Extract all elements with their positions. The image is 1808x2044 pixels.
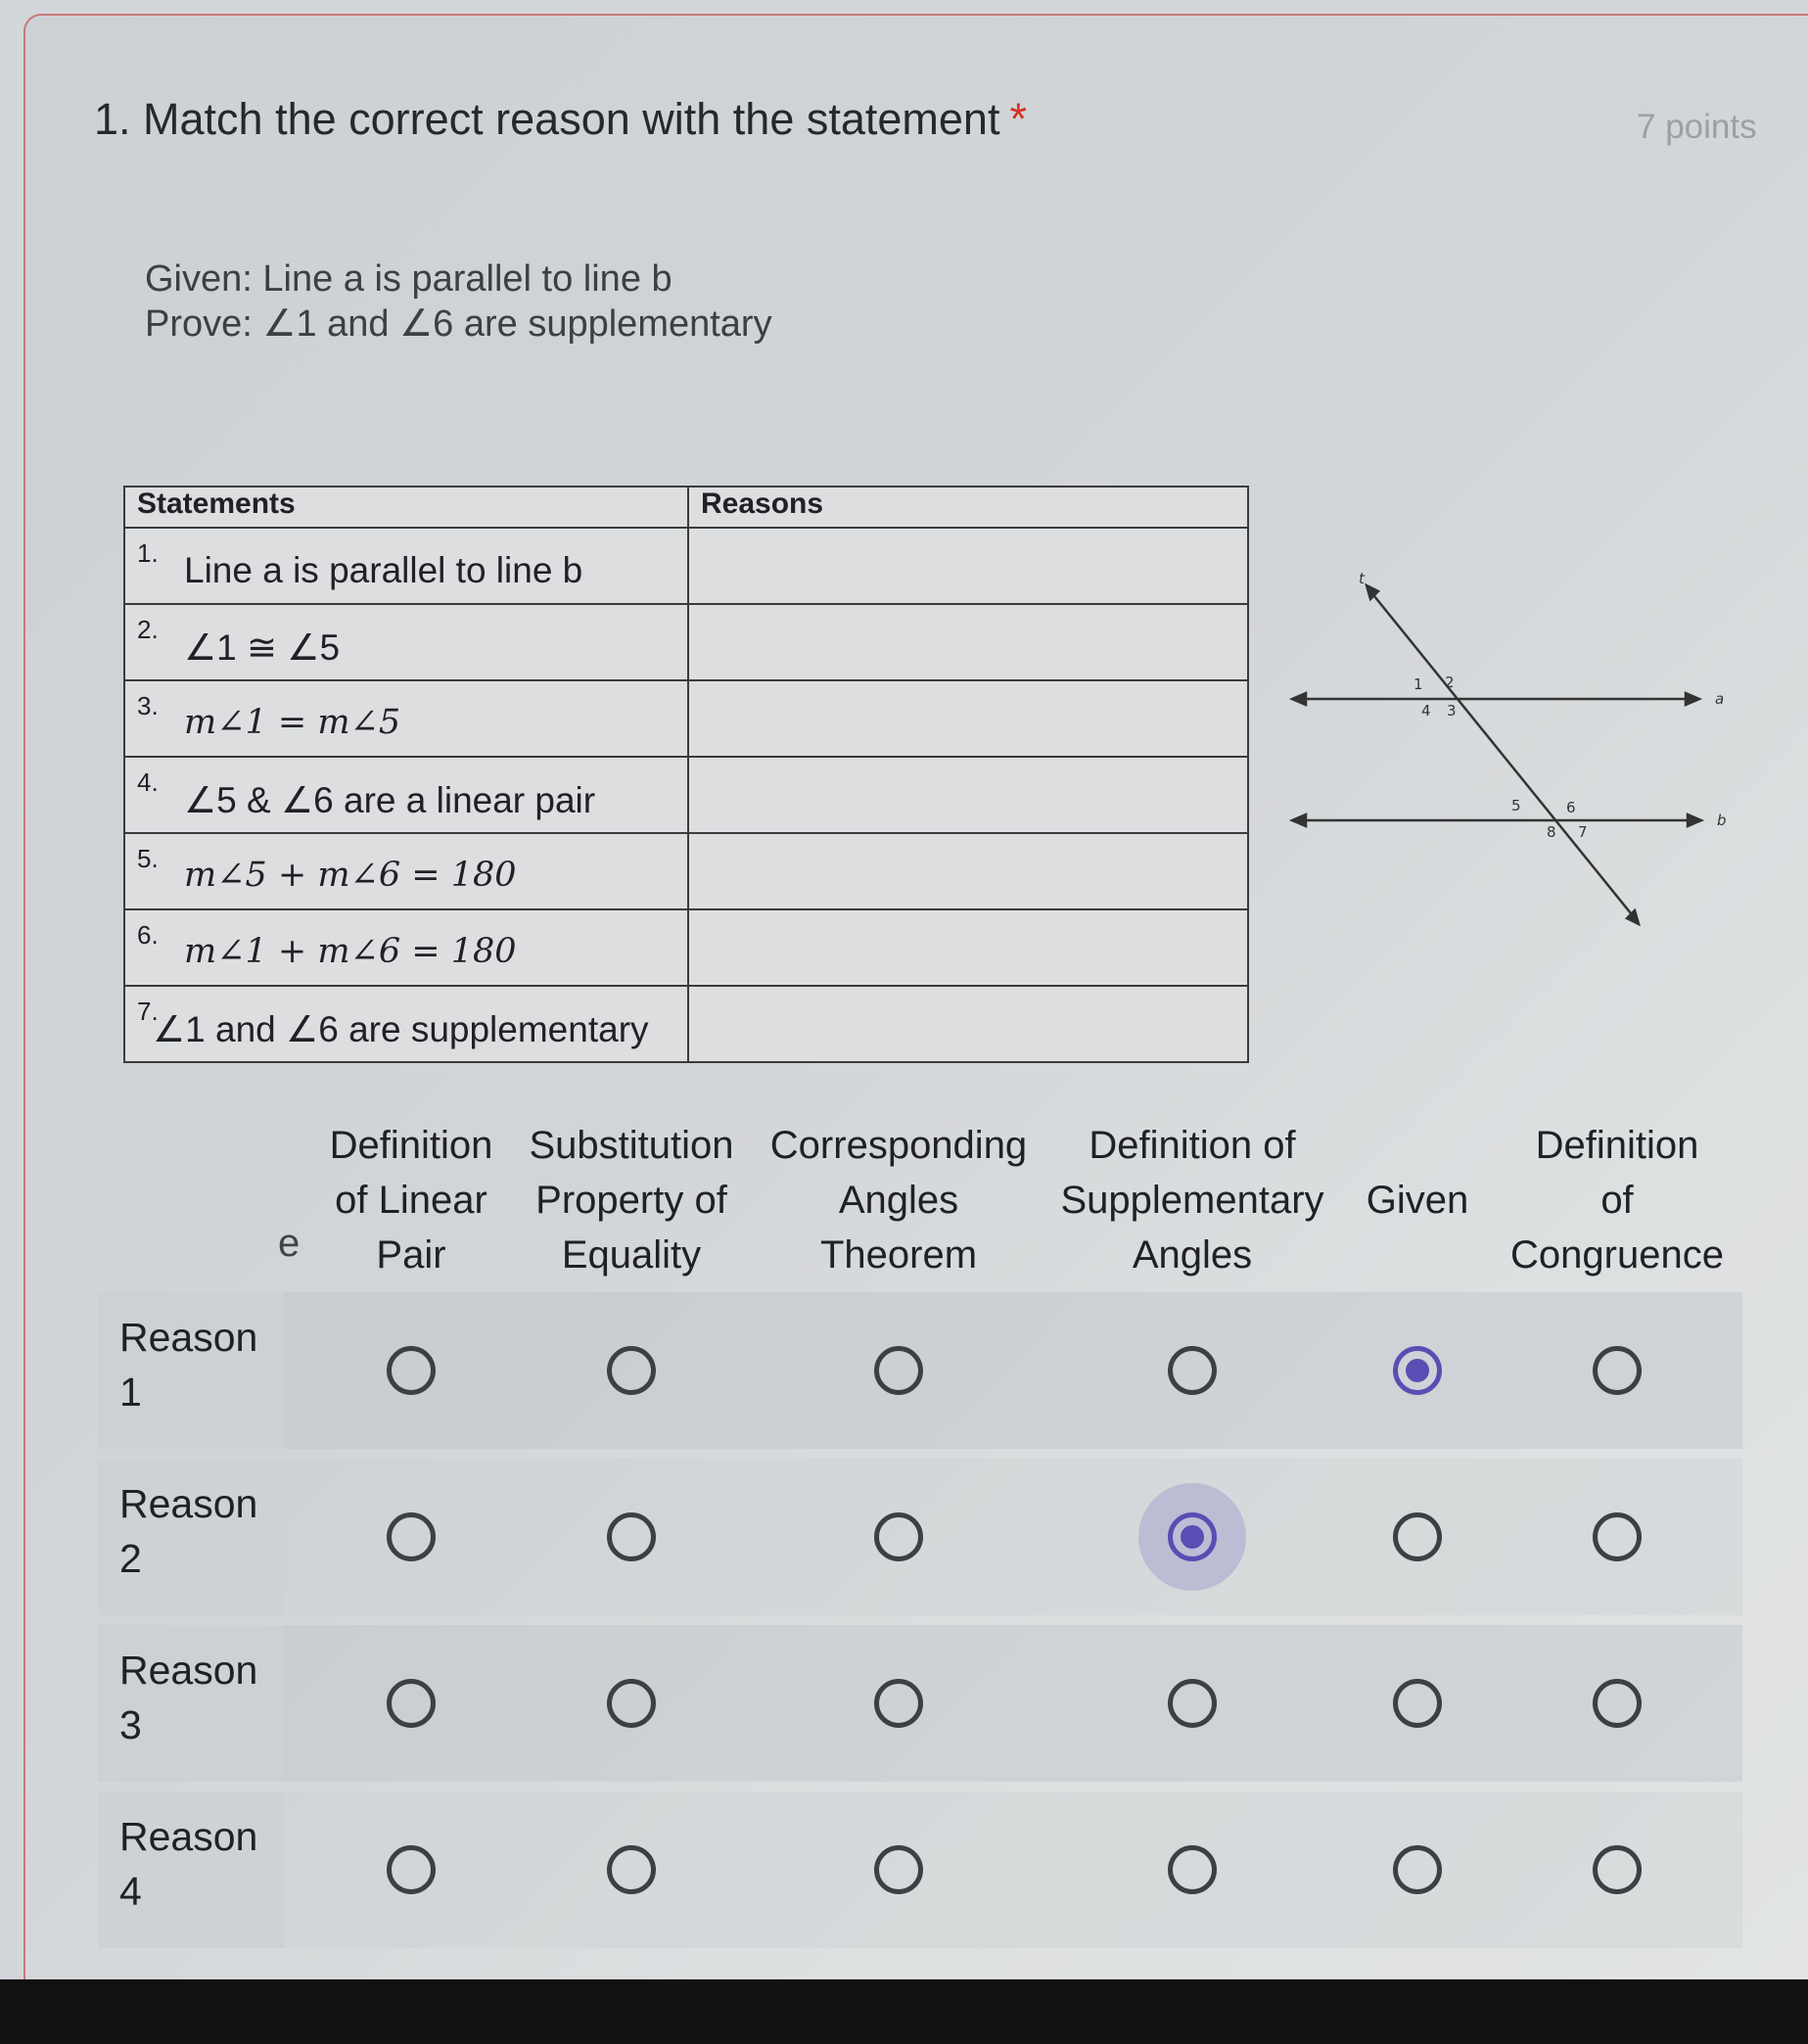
column-header-4 — [1339, 1173, 1496, 1228]
statement-cell — [124, 680, 688, 757]
column-header-line: Definition — [329, 1124, 493, 1167]
transversal-label: t — [1359, 570, 1365, 587]
row-label-word: Reason — [119, 1648, 258, 1693]
statement-cell — [124, 986, 688, 1062]
column-header-line: Substitution — [529, 1124, 734, 1167]
radio-reason-3-col-1[interactable] — [387, 1679, 436, 1728]
parallel-lines-diagram — [1280, 558, 1740, 950]
angle-label-1: 1 — [1414, 675, 1423, 693]
radio-reason-3-col-6[interactable] — [1593, 1679, 1642, 1728]
radio-reason-1-col-2[interactable] — [607, 1346, 656, 1395]
reason-row-1 — [98, 1292, 1742, 1449]
statement-cell — [124, 528, 688, 604]
angle-label-2: 2 — [1445, 674, 1455, 691]
statement-number: 4. — [137, 767, 159, 797]
radio-reason-1-col-5[interactable] — [1393, 1346, 1442, 1395]
statement-number: 1. — [137, 538, 159, 568]
row-label — [98, 1459, 284, 1615]
radio-reason-3-col-2[interactable] — [607, 1679, 656, 1728]
column-header-5 — [1490, 1118, 1744, 1282]
radio-reason-1-col-6[interactable] — [1593, 1346, 1642, 1395]
reason-row-2 — [98, 1459, 1742, 1615]
radio-reason-1-col-1[interactable] — [387, 1346, 436, 1395]
angle-label-5: 5 — [1511, 797, 1521, 814]
line-a-arrow-right — [1686, 693, 1699, 705]
proof-row — [124, 757, 1248, 833]
proof-row — [124, 986, 1248, 1062]
radio-reason-2-col-3[interactable] — [874, 1512, 923, 1561]
row-label — [98, 1625, 284, 1782]
statements-header: Statements — [124, 487, 688, 528]
row-label — [98, 1292, 284, 1449]
reason-cell — [688, 833, 1248, 909]
reason-cell — [688, 757, 1248, 833]
line-b-arrow-left — [1292, 814, 1306, 826]
radio-reason-3-col-5[interactable] — [1393, 1679, 1442, 1728]
column-header-line: Theorem — [819, 1233, 978, 1277]
statement-text: m∠1 = m∠5 — [184, 703, 401, 742]
angle-label-6: 6 — [1566, 799, 1576, 816]
radio-reason-4-col-6[interactable] — [1593, 1845, 1642, 1894]
given-line: Given: Line a is parallel to line b — [145, 258, 672, 300]
statement-number: 5. — [137, 844, 159, 873]
column-header-line: of Linear — [335, 1179, 487, 1222]
statement-text: ∠1 and ∠6 are supplementary — [153, 1009, 649, 1049]
radio-reason-2-col-2[interactable] — [607, 1512, 656, 1561]
statement-number: 7. — [137, 997, 159, 1026]
row-label-number: 3 — [119, 1702, 142, 1747]
angle-label-7: 7 — [1578, 823, 1588, 841]
statement-number: 3. — [137, 691, 159, 720]
radio-reason-2-col-4[interactable] — [1168, 1512, 1217, 1561]
reason-cell — [688, 528, 1248, 604]
reason-cell — [688, 680, 1248, 757]
row-label-word: Reason — [119, 1315, 258, 1360]
given-prove-text — [145, 256, 772, 347]
column-header-line: Equality — [561, 1233, 702, 1277]
radio-reason-2-col-6[interactable] — [1593, 1512, 1642, 1561]
reason-cell — [688, 604, 1248, 680]
statement-text: Line a is parallel to line b — [184, 550, 583, 590]
truncated-column-fragment: e — [278, 1222, 301, 1265]
column-header-2 — [757, 1118, 1041, 1282]
row-label — [98, 1791, 284, 1948]
statement-text: m∠1 + m∠6 = 180 — [184, 932, 517, 971]
reason-row-4 — [98, 1791, 1742, 1948]
column-header-line: Given — [1366, 1179, 1469, 1222]
row-label-number: 4 — [119, 1869, 142, 1914]
statement-cell — [124, 833, 688, 909]
statement-text: ∠5 & ∠6 are a linear pair — [184, 780, 596, 820]
angle-label-8: 8 — [1547, 823, 1556, 841]
column-header-3 — [1045, 1118, 1339, 1282]
proof-row — [124, 528, 1248, 604]
radio-reason-4-col-3[interactable] — [874, 1845, 923, 1894]
radio-reason-2-col-1[interactable] — [387, 1512, 436, 1561]
radio-reason-4-col-5[interactable] — [1393, 1845, 1442, 1894]
column-header-line: Corresponding — [769, 1124, 1028, 1167]
question-title — [94, 94, 1027, 145]
statement-number: 6. — [137, 920, 159, 950]
transversal-t — [1370, 591, 1635, 918]
column-header-line: of — [1600, 1179, 1634, 1222]
line-a-label: a — [1715, 690, 1725, 708]
proof-row — [124, 909, 1248, 986]
radio-reason-1-col-4[interactable] — [1168, 1346, 1217, 1395]
radio-reason-3-col-4[interactable] — [1168, 1679, 1217, 1728]
screen-bezel — [0, 1979, 1808, 2044]
angle-label-3: 3 — [1447, 702, 1457, 720]
prove-line: Prove: ∠1 and ∠6 are supplementary — [145, 303, 772, 345]
radio-reason-4-col-4[interactable] — [1168, 1845, 1217, 1894]
proof-row — [124, 680, 1248, 757]
row-label-number: 2 — [119, 1536, 142, 1581]
row-label-word: Reason — [119, 1481, 258, 1526]
reason-cell — [688, 986, 1248, 1062]
column-header-1 — [514, 1118, 749, 1282]
reasons-header: Reasons — [688, 487, 1248, 528]
required-asterisk: * — [1009, 94, 1027, 144]
statement-cell — [124, 909, 688, 986]
column-header-line: Angles — [838, 1179, 959, 1222]
points-label: 7 points — [1637, 108, 1757, 146]
statement-number: 2. — [137, 615, 159, 644]
radio-reason-4-col-1[interactable] — [387, 1845, 436, 1894]
column-header-line: Angles — [1132, 1233, 1253, 1277]
reason-cell — [688, 909, 1248, 986]
angle-label-4: 4 — [1421, 702, 1431, 720]
statement-text: m∠5 + m∠6 = 180 — [184, 856, 517, 895]
line-b-label: b — [1717, 812, 1727, 829]
radio-reason-2-col-5[interactable] — [1393, 1512, 1442, 1561]
line-b-arrow-right — [1688, 814, 1701, 826]
proof-table — [123, 486, 1249, 1063]
column-header-line: Definition of — [1089, 1124, 1296, 1167]
column-header-line: Definition — [1535, 1124, 1699, 1167]
radio-reason-3-col-3[interactable] — [874, 1679, 923, 1728]
line-a-arrow-left — [1292, 693, 1306, 705]
column-header-line: Supplementary — [1060, 1179, 1324, 1222]
proof-row — [124, 833, 1248, 909]
row-label-word: Reason — [119, 1814, 258, 1859]
proof-row — [124, 604, 1248, 680]
question-title-text: 1. Match the correct reason with the statement — [94, 94, 1000, 144]
column-header-line: Property of — [535, 1179, 727, 1222]
column-header-line: Congruence — [1510, 1233, 1724, 1277]
statement-cell — [124, 604, 688, 680]
column-header-line: Pair — [376, 1233, 446, 1277]
row-label-number: 1 — [119, 1370, 142, 1415]
column-header-0 — [303, 1118, 519, 1282]
radio-reason-1-col-3[interactable] — [874, 1346, 923, 1395]
radio-reason-4-col-2[interactable] — [607, 1845, 656, 1894]
reason-row-3 — [98, 1625, 1742, 1782]
statement-cell — [124, 757, 688, 833]
statement-text: ∠1 ≅ ∠5 — [184, 627, 341, 668]
